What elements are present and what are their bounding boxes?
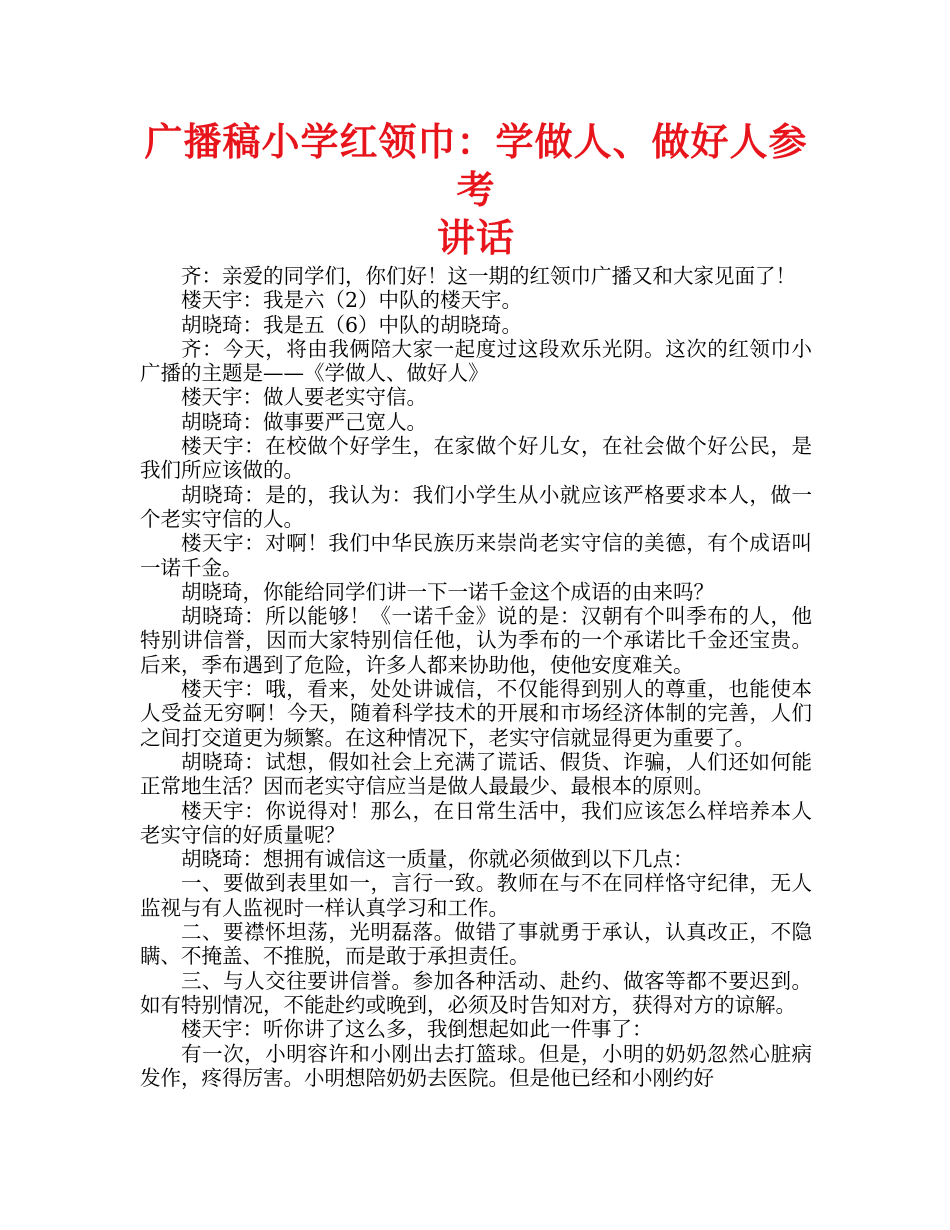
paragraph: 胡晓琦：所以能够！《一诺千金》说的是：汉朝有个叫季布的人，他特别讲信誉，因而大家特别信任他，认为季布的一个承诺比千金还宝贵。后来，季布遇到了危险，许多人都来协助他，使他安度难关。: [140, 604, 812, 677]
paragraph: 齐：亲爱的同学们，你们好！这一期的红领巾广播又和大家见面了！: [181, 264, 796, 288]
paragraph: 楼天宇：听你讲了这么多，我倒想起如此一件事了：: [181, 1017, 653, 1042]
paragraph: 胡晓琦：是的，我认为：我们小学生从小就应该严格要求本人，做一个老实守信的人。: [140, 482, 812, 531]
paragraph: 二、要襟怀坦荡，光明磊落。做错了事就勇于承认，认真改正，不隐瞒、不掩盖、不推脱，而是敢于承担责任。: [140, 920, 812, 969]
paragraph: 楼天宇：哦，看来，处处讲诚信，不仅能得到别人的尊重，也能使本人受益无穷啊！今天，随着科学技术的开展和市场经济体制的完善，人们之间打交道更为频繁。在这种情况下，老实守信就显得更为重要了。: [140, 677, 812, 750]
title-line-2: 讲话: [436, 216, 515, 260]
paragraph: 有一次，小明容许和小刚出去打篮球。但是，小明的奶奶忽然心脏病发作，疼得厉害。小明想陪奶奶去医院。但是他已经和小刚约好: [140, 1041, 812, 1090]
paragraph: 一、要做到表里如一，言行一致。教师在与不在同样恪守纪律，无人监视与有人监视时一样认真学习和工作。: [140, 871, 812, 920]
paragraph: 胡晓琦：想拥有诚信这一质量，你就必须做到以下几点：: [181, 847, 694, 872]
paragraph: 胡晓琦：试想，假如社会上充满了谎话、假货、诈骗，人们还如何能正常地生活？因而老实守信应当是做人最最少、最根本的原则。: [140, 749, 812, 799]
paragraph: 楼天宇：做人要老实守信。: [181, 385, 427, 410]
document-body: [140, 264, 812, 1090]
document-title: [140, 118, 812, 262]
paragraph: 楼天宇：对啊！我们中华民族历来崇尚老实守信的美德，有个成语叫一诺千金。: [140, 531, 812, 580]
title-line-1: 广播稿小学红领巾：学做人、做好人参考: [144, 120, 808, 212]
paragraph: 楼天宇：你说得对！那么，在日常生活中，我们应该怎么样培养本人老实守信的好质量呢？: [140, 798, 812, 847]
paragraph: 三、与人交往要讲信誉。参加各种活动、赴约、做客等都不要迟到。如有特别情况，不能赴约或晚到，必须及时告知对方，获得对方的谅解。: [140, 968, 812, 1017]
paragraph: 齐：今天，将由我俩陪大家一起度过这段欢乐光阴。这次的红领巾小广播的主题是——《学做人、做好人》: [140, 336, 812, 386]
paragraph: 楼天宇：我是六（2）中队的楼天宇。: [181, 288, 523, 313]
paragraph: 胡晓琦：我是五（6）中队的胡晓琦。: [181, 312, 523, 337]
paragraph: 胡晓琦，你能给同学们讲一下一诺千金这个成语的由来吗？: [181, 579, 714, 604]
paragraph: 胡晓琦：做事要严己宽人。: [181, 409, 427, 434]
document-page: [140, 118, 812, 1090]
paragraph: 楼天宇：在校做个好学生，在家做个好儿女，在社会做个好公民，是我们所应该做的。: [140, 434, 812, 483]
